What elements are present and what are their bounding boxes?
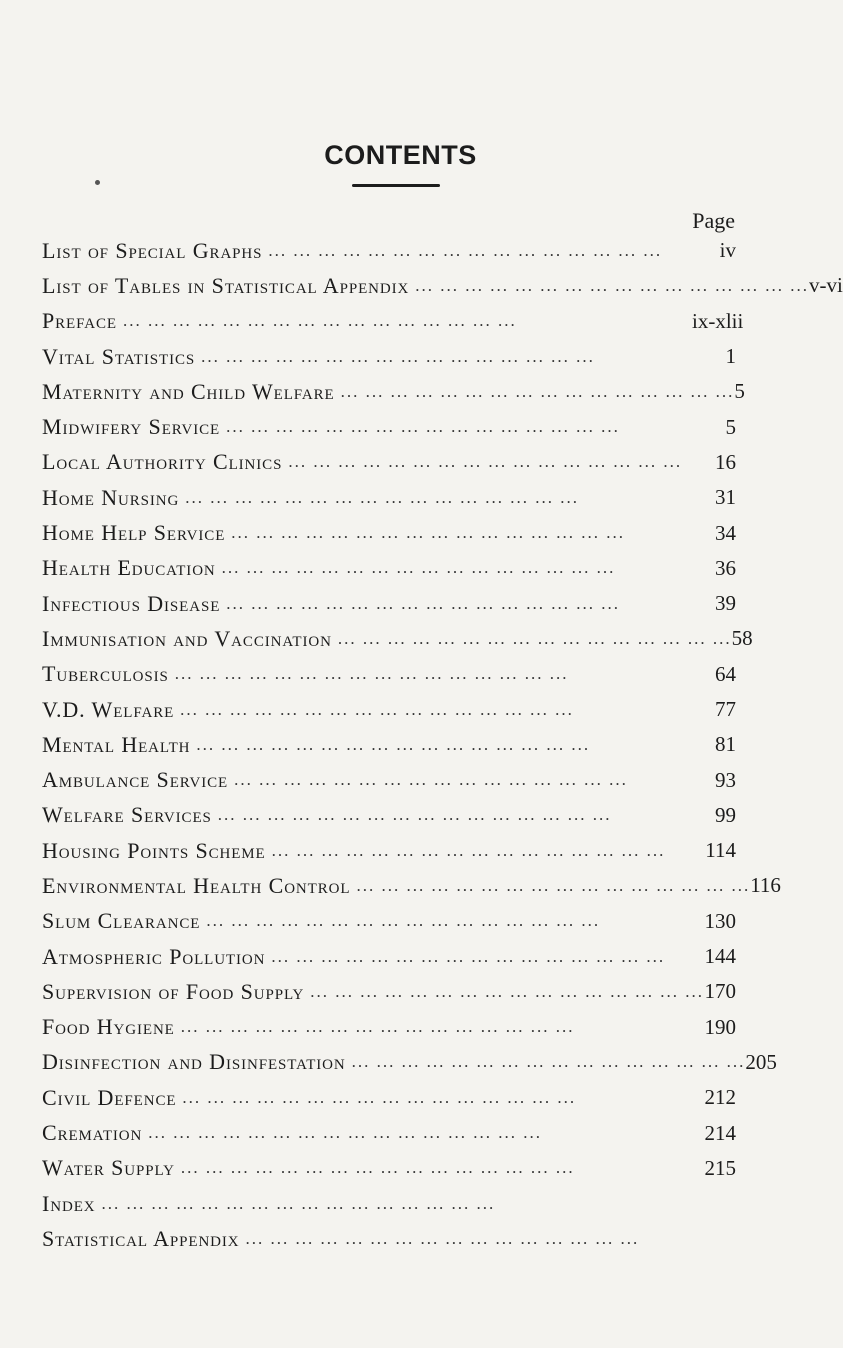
toc-entry-title: Housing Points Scheme	[42, 837, 266, 863]
toc-entry-page: 190	[704, 1014, 736, 1039]
toc-entry[interactable]	[42, 798, 736, 833]
toc-entry[interactable]	[42, 268, 843, 303]
toc-entry[interactable]	[42, 868, 781, 903]
toc-entry[interactable]	[42, 409, 736, 444]
title-underline	[352, 184, 440, 187]
dot-leader: ... ... ... ... ... ... ... ... ... ... ... ... ... ... ... ...	[234, 770, 628, 790]
toc-entry-title: Midwifery Service	[42, 414, 221, 440]
page-title: CONTENTS	[324, 140, 477, 170]
dot-leader: ... ... ... ... ... ... ... ... ... ... ... ... ... ... ... ...	[185, 487, 579, 507]
toc-entry-title: Atmospheric Pollution	[42, 943, 266, 969]
toc-entry-title: Environmental Health Control	[42, 872, 351, 898]
toc-entry-title: Health Education	[42, 555, 216, 581]
toc-entry[interactable]	[42, 551, 736, 586]
toc-entry-title: Home Help Service	[42, 520, 226, 546]
toc-entry-page: 58	[731, 626, 753, 651]
toc-entry[interactable]	[42, 374, 745, 409]
toc-entry-title: Infectious Disease	[42, 590, 221, 616]
toc-entry-page: 31	[715, 485, 736, 510]
toc-entry[interactable]	[42, 1221, 736, 1256]
toc-entry-page: 5	[725, 414, 736, 439]
toc-entry-title: Mental Health	[42, 731, 191, 757]
toc-entry[interactable]	[42, 939, 736, 974]
toc-entry[interactable]	[42, 974, 736, 1009]
dot-leader: ... ... ... ... ... ... ... ... ... ... ... ... ... ... ... ...	[196, 734, 591, 754]
dot-leader: ... ... ... ... ... ... ... ... ... ... ... ... ... ... ... ...	[180, 1017, 575, 1037]
toc-entry[interactable]	[42, 621, 753, 656]
toc-entry-title: Slum Clearance	[42, 908, 201, 934]
toc-entry-title: Immunisation and Vaccination	[42, 625, 332, 651]
toc-entry[interactable]	[42, 515, 736, 550]
toc-entry-page: 214	[704, 1120, 736, 1145]
toc-entry[interactable]	[42, 1186, 736, 1221]
toc-entry[interactable]	[42, 1115, 736, 1150]
dot-leader: ... ... ... ... ... ... ... ... ... ... ... ... ... ... ... ...	[245, 1228, 640, 1248]
dot-leader: ... ... ... ... ... ... ... ... ... ... ... ... ... ... ... ...	[217, 805, 612, 825]
toc-entry[interactable]	[42, 1045, 777, 1080]
dot-leader: ... ... ... ... ... ... ... ... ... ... ... ... ... ... ... ...	[180, 1158, 575, 1178]
toc-entry-title: List of Tables in Statistical Appendix	[42, 272, 410, 298]
toc-entry-title: Index	[42, 1190, 96, 1216]
toc-entry-page: 215	[704, 1155, 736, 1180]
toc-entry-page: 1	[725, 344, 736, 369]
toc-entry[interactable]	[42, 1010, 736, 1045]
toc-entry[interactable]	[42, 833, 736, 868]
toc-entry-page: 99	[715, 802, 736, 827]
dot-leader: ... ... ... ... ... ... ... ... ... ... ... ... ... ... ... ...	[101, 1193, 496, 1213]
toc-entry[interactable]	[42, 304, 744, 339]
toc-entry-page: 130	[704, 908, 736, 933]
toc-entry-title: Supervision of Food Supply	[42, 978, 305, 1004]
toc-entry-page: v-vi	[808, 273, 843, 298]
toc-entry-page: 114	[705, 838, 736, 863]
toc-entry[interactable]	[42, 657, 736, 692]
toc-entry-page: 81	[715, 732, 736, 757]
toc-entry-page: 116	[750, 873, 781, 898]
toc-entry-title: Home Nursing	[42, 484, 180, 510]
dot-leader: ... ... ... ... ... ... ... ... ... ... ... ... ... ... ... ...	[271, 946, 666, 966]
stray-dot	[95, 180, 100, 185]
toc-entry-page: 170	[704, 979, 736, 1004]
dot-leader: ... ... ... ... ... ... ... ... ... ... ... ... ... ... ... ...	[337, 628, 732, 648]
dot-leader: ... ... ... ... ... ... ... ... ... ... ... ... ... ... ... ...	[340, 381, 735, 401]
toc-entry-title: Tuberculosis	[42, 661, 169, 687]
dot-leader: ... ... ... ... ... ... ... ... ... ... ... ... ... ... ... ...	[226, 417, 620, 437]
toc-entry-title: Preface	[42, 308, 117, 334]
dot-leader: ... ... ... ... ... ... ... ... ... ... ... ... ... ... ... ...	[288, 452, 683, 472]
toc-entry-page: iv	[719, 238, 736, 263]
dot-leader: ... ... ... ... ... ... ... ... ... ... ... ... ... ... ... ...	[356, 875, 751, 895]
dot-leader: ... ... ... ... ... ... ... ... ... ... ... ... ... ... ... ...	[148, 1123, 543, 1143]
toc-entry-title: Disinfection and Disinfestation	[42, 1049, 346, 1075]
toc-entry-page: 64	[715, 661, 736, 686]
toc-entry-title: Maternity and Child Welfare	[42, 378, 335, 404]
dot-leader: ... ... ... ... ... ... ... ... ... ... ... ... ... ... ... ...	[351, 1052, 746, 1072]
toc-entry-title: Civil Defence	[42, 1084, 177, 1110]
toc-entry-title: Cremation	[42, 1120, 143, 1146]
toc-entry-title: V.D. Welfare	[42, 696, 175, 722]
toc-entry-page: 5	[734, 379, 745, 404]
dot-leader: ... ... ... ... ... ... ... ... ... ... ... ... ... ... ... ...	[226, 593, 621, 613]
toc-entry-title: List of Special Graphs	[42, 237, 263, 263]
dot-leader: ... ... ... ... ... ... ... ... ... ... ... ... ... ... ... ...	[206, 911, 601, 931]
toc-entry[interactable]	[42, 480, 736, 515]
toc-entry[interactable]	[42, 445, 736, 480]
toc-entry[interactable]	[42, 339, 736, 374]
toc-entry-title: Food Hygiene	[42, 1014, 175, 1040]
toc-entry-page: 77	[715, 697, 736, 721]
toc-entry-page: 93	[715, 767, 736, 792]
toc-entry[interactable]	[42, 1151, 736, 1186]
toc-entry-page: 36	[715, 555, 736, 580]
toc-entry-page: 212	[704, 1085, 736, 1110]
toc-entry-page: 39	[715, 591, 736, 616]
toc-entry[interactable]	[42, 233, 736, 268]
page-column-label: Page	[692, 208, 735, 233]
dot-leader: ... ... ... ... ... ... ... ... ... ... ... ... ... ... ... ...	[268, 240, 663, 260]
dot-leader: ... ... ... ... ... ... ... ... ... ... ... ... ... ... ... ...	[201, 346, 595, 366]
dot-leader: ... ... ... ... ... ... ... ... ... ... ... ... ... ... ... ...	[231, 523, 626, 543]
toc-entry[interactable]	[42, 762, 736, 797]
toc-entry[interactable]	[42, 1080, 736, 1115]
toc-entry-title: Water Supply	[42, 1155, 175, 1181]
dot-leader: ... ... ... ... ... ... ... ... ... ... ... ... ... ... ... ...	[271, 840, 666, 860]
toc-entry-page: 34	[715, 520, 736, 545]
toc-entry-title: Vital Statistics	[42, 343, 196, 369]
toc-entry[interactable]	[42, 586, 736, 621]
dot-leader: ... ... ... ... ... ... ... ... ... ... ... ... ... ... ... ...	[221, 558, 616, 578]
dot-leader: ... ... ... ... ... ... ... ... ... ... ... ... ... ... ... ...	[174, 664, 569, 684]
dot-leader: ... ... ... ... ... ... ... ... ... ... ... ... ... ... ... ...	[415, 275, 809, 295]
toc-entry-page: 16	[715, 449, 736, 474]
toc-entry[interactable]	[42, 692, 736, 727]
toc-entry-page: ix-xlii	[692, 308, 744, 333]
dot-leader: ... ... ... ... ... ... ... ... ... ... ... ... ... ... ... ...	[182, 1087, 577, 1107]
dot-leader: ... ... ... ... ... ... ... ... ... ... ... ... ... ... ... ...	[180, 699, 574, 719]
toc-entry-page: 144	[704, 944, 736, 969]
toc-entry-title: Welfare Services	[42, 802, 212, 828]
toc-entry[interactable]	[42, 727, 736, 762]
dot-leader: ... ... ... ... ... ... ... ... ... ... ... ... ... ... ... ...	[122, 311, 517, 331]
toc-entry-title: Statistical Appendix	[42, 1225, 240, 1251]
table-of-contents	[42, 233, 843, 1257]
dot-leader: ... ... ... ... ... ... ... ... ... ... ... ... ... ... ... ...	[310, 981, 705, 1001]
toc-entry-page: 205	[745, 1049, 777, 1074]
toc-entry[interactable]	[42, 904, 736, 939]
toc-entry-title: Ambulance Service	[42, 767, 229, 793]
toc-entry-title: Local Authority Clinics	[42, 449, 283, 475]
